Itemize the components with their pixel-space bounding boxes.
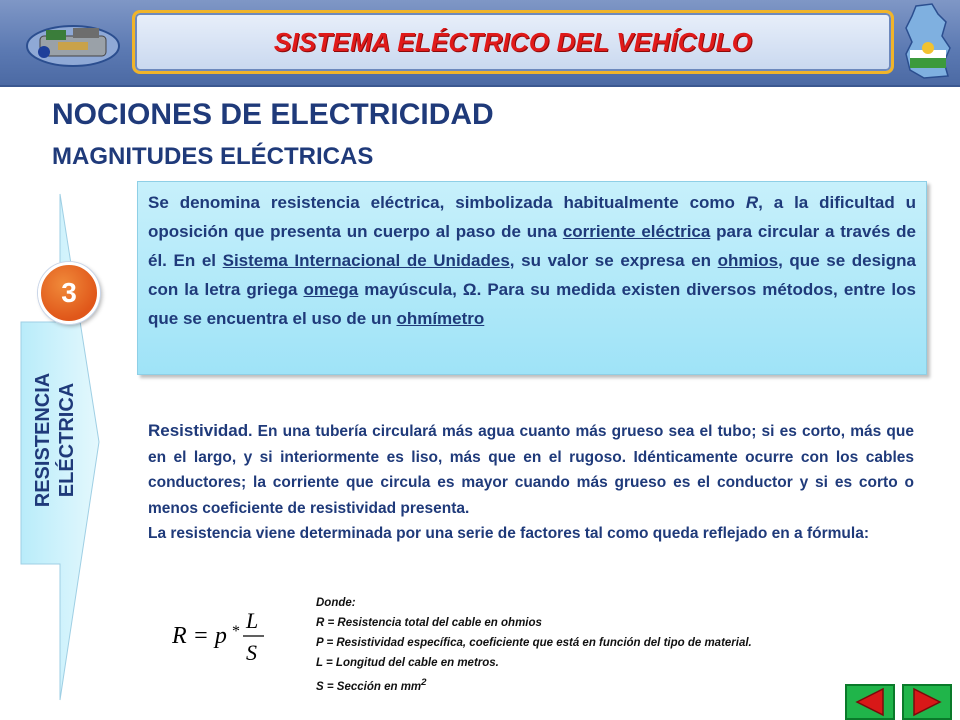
link-ohmios[interactable]: ohmios <box>717 251 779 270</box>
formula-denominator: S <box>246 640 257 665</box>
definition-part: , su valor se expresa en <box>509 251 718 270</box>
side-label <box>31 335 79 545</box>
link-corriente-electrica[interactable]: corriente eléctrica <box>562 222 711 241</box>
r-symbol: R <box>745 193 759 212</box>
side-label-line1: RESISTENCIA <box>32 372 54 508</box>
engine-logo-icon <box>18 12 128 72</box>
resistividad-lead: Resistividad <box>148 421 249 440</box>
triangle-right-icon <box>904 686 950 718</box>
legend-l: L = Longitud del cable en metros. <box>316 657 499 669</box>
definition-part: , que se designa con la letra griega <box>148 251 916 299</box>
definition-box <box>137 181 927 375</box>
legend-p: P = Resistividad específica, coeficiente que está en función del tipo de material. <box>316 637 752 649</box>
side-label-line2: ELÉCTRICA <box>56 382 78 498</box>
formula-legend <box>316 593 752 697</box>
section-number-badge: 3 <box>38 262 100 324</box>
legend-s-text: S = Sección en mm <box>316 680 422 693</box>
definition-part: mayúscula, Ω. Para su medida existen diversos métodos, entre los que se encuentra el uso de un <box>148 280 916 328</box>
legend-r: R = Resistencia total del cable en ohmios <box>316 617 542 629</box>
resistividad-text: . En una tubería circulará más agua cuanto más grueso sea el tubo; si es corto, más que en el largo, y si interiormente es liso, más que en el rugoso. Idénticamente ocurre con los cables conductores; la corriente que circula es mayor cuando más grueso es el conductor y si es corto o menos coeficiente de resistividad presenta. <box>148 423 914 517</box>
formula-lhs: R = p <box>172 623 227 649</box>
definition-text <box>148 188 916 333</box>
link-sistema-internacional[interactable]: Sistema Internacional de Unidades <box>222 251 510 270</box>
resistividad-formula-intro: La resistencia viene determinada por una serie de factores tal como queda reflejado en a fórmula: <box>148 525 869 542</box>
header-bar <box>0 0 960 87</box>
link-ohmimetro[interactable]: ohmímetro <box>396 309 485 328</box>
definition-part: Se denomina resistencia eléctrica, simbolizada habitualmente como <box>148 193 746 212</box>
legend-title: Donde: <box>316 597 356 609</box>
definition-part: para circular a través de él. En el <box>148 222 916 270</box>
resistividad-paragraph <box>148 418 914 547</box>
resistance-formula <box>172 606 282 666</box>
legend-s <box>316 673 752 697</box>
definition-part: , a la dificultad u oposición que presenta un cuerpo al paso de una <box>148 193 917 241</box>
slide-title: SISTEMA ELÉCTRICO DEL VEHÍCULO <box>273 26 753 57</box>
region-map-logo-icon <box>898 2 958 82</box>
title-banner <box>132 10 894 74</box>
previous-slide-button[interactable] <box>845 684 895 720</box>
page-heading: NOCIONES DE ELECTRICIDAD <box>52 98 494 131</box>
legend-s-superscript: 2 <box>421 677 427 688</box>
formula-star: * <box>232 623 240 640</box>
triangle-left-icon <box>847 686 893 718</box>
page-subheading: MAGNITUDES ELÉCTRICAS <box>52 143 374 170</box>
formula-numerator: L <box>246 608 259 633</box>
link-omega[interactable]: omega <box>303 280 359 299</box>
next-slide-button[interactable] <box>902 684 952 720</box>
